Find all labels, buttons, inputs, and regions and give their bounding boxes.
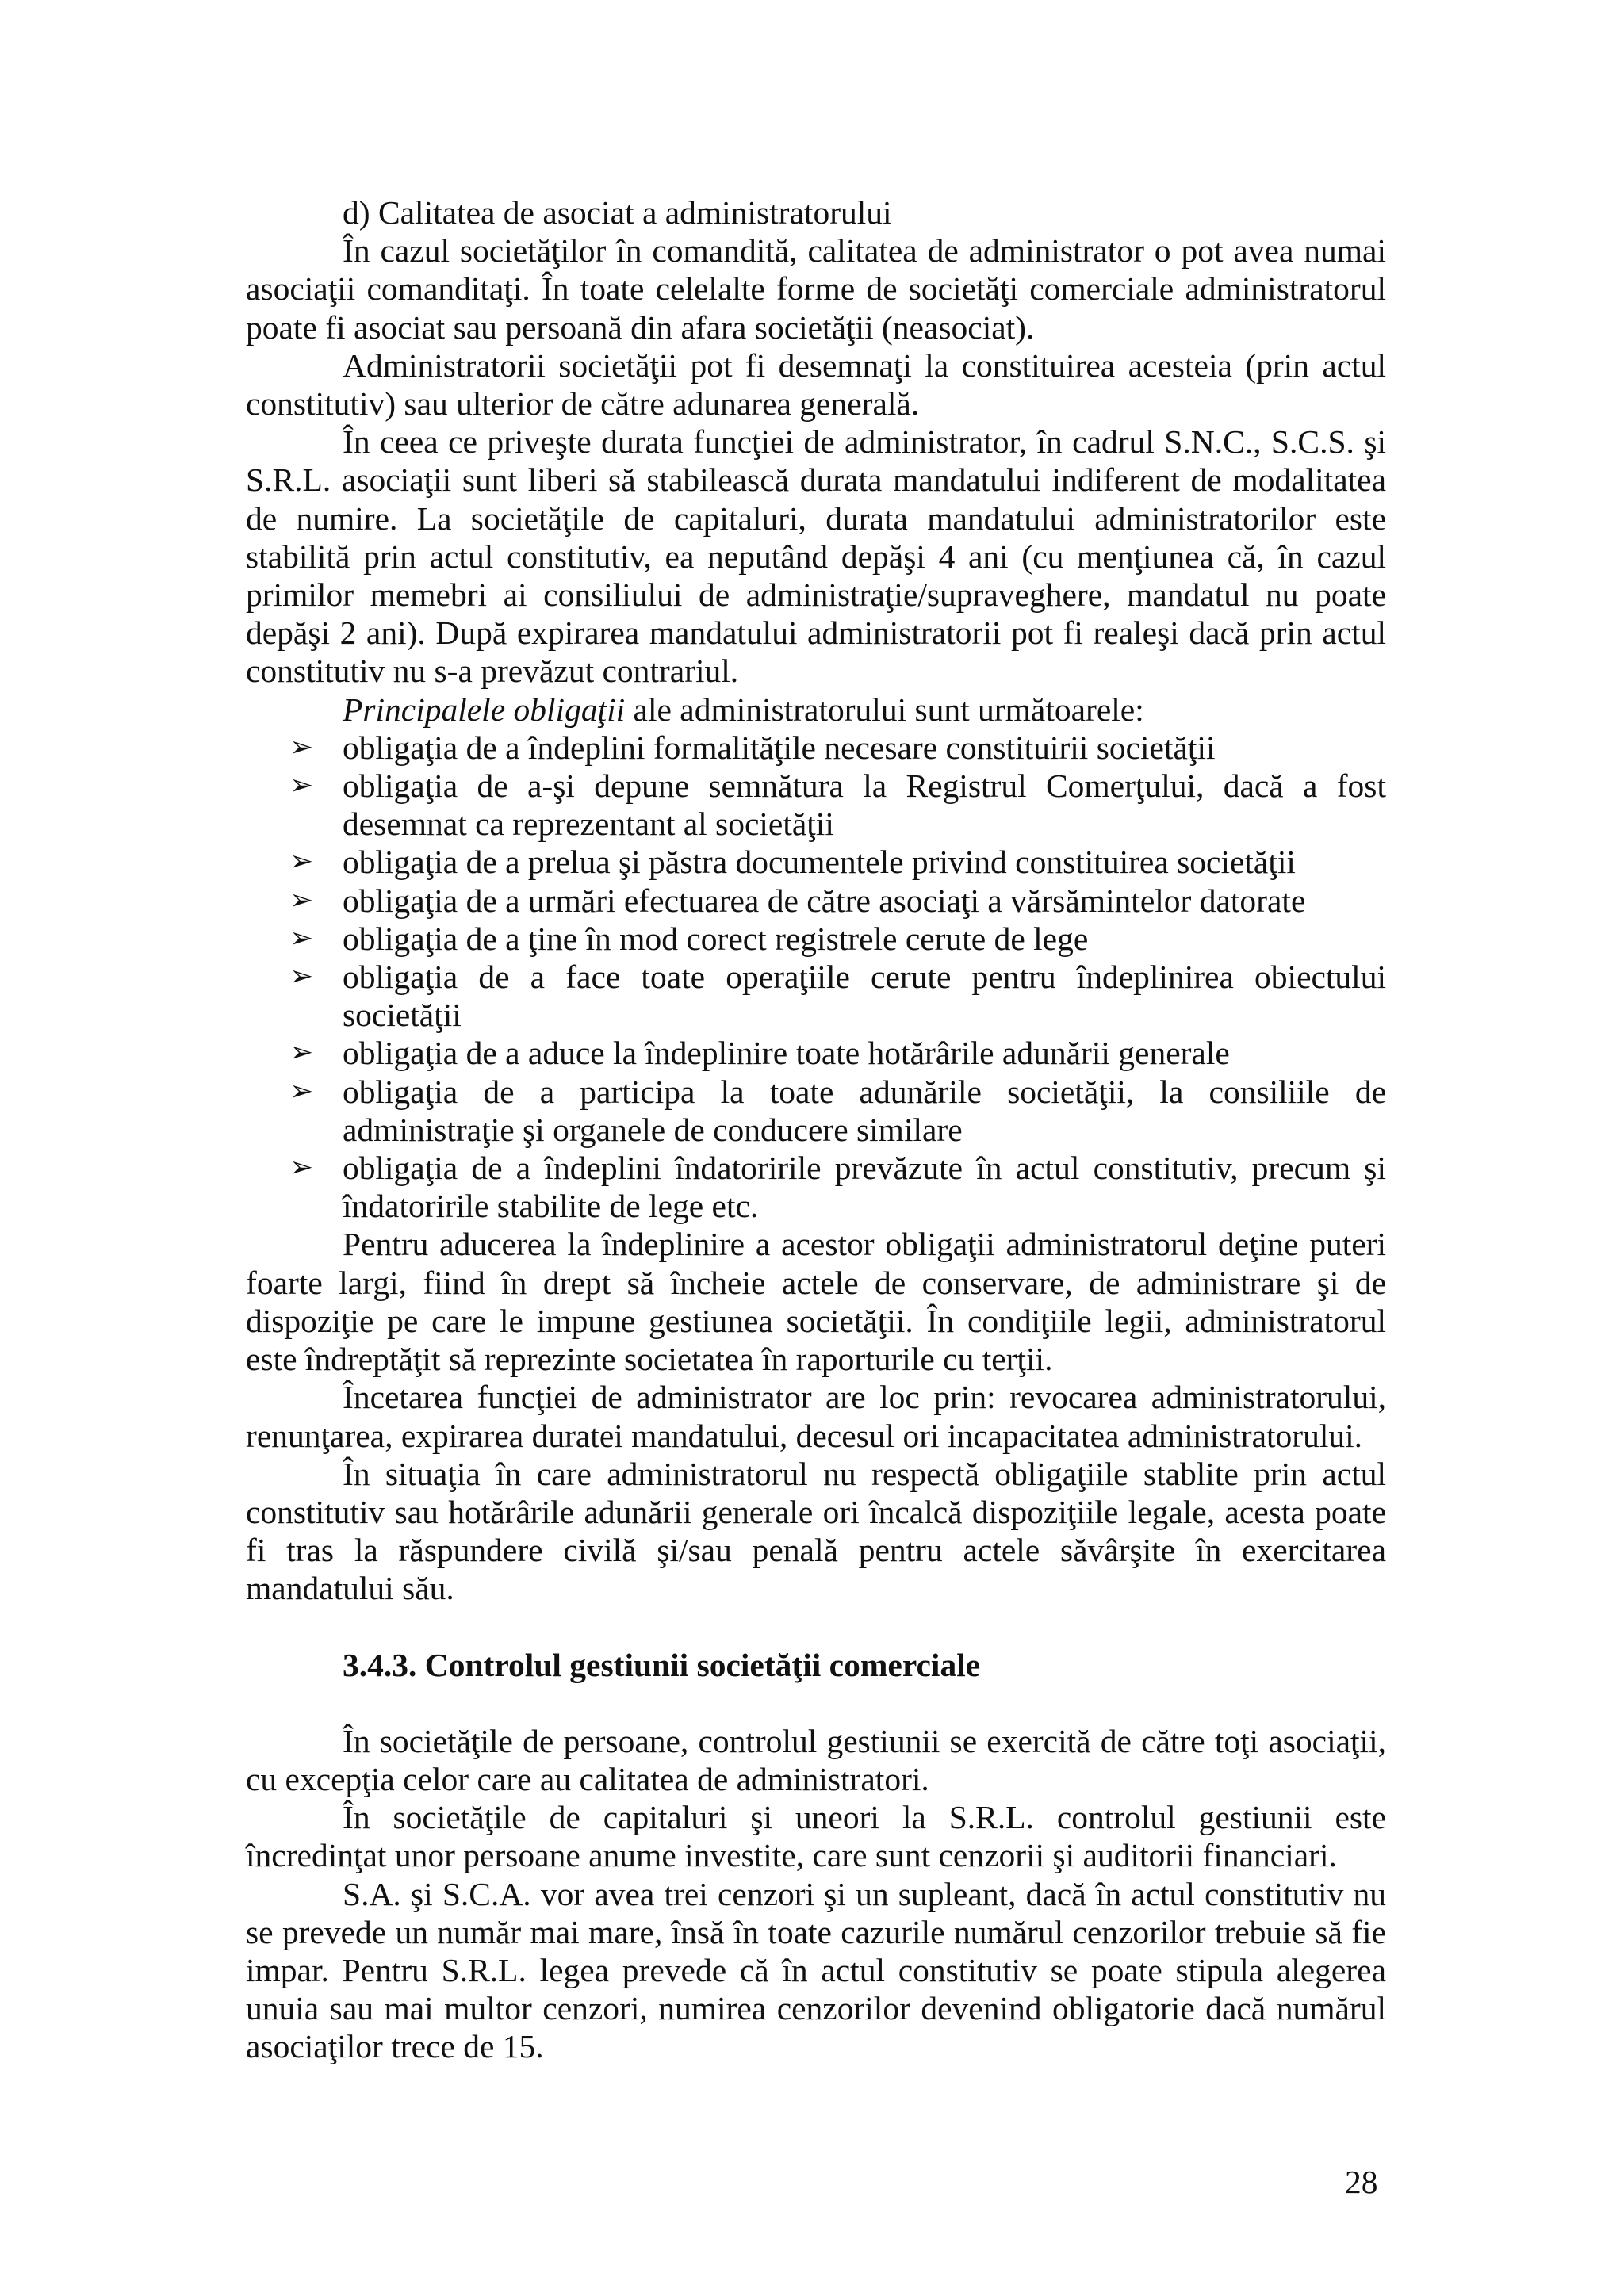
obligations-paragraph: În situaţia în care administratorul nu respectă obligaţiile stablite prin actul constitutiv sau hotărârile adunării generale ori încalcă dispoziţiile legale, acesta poate fi tras la răspundere civilă şi/sau penală pentru actele săvârşite în exercitarea mandatului său.: [246, 1455, 1386, 1607]
section-heading: 3.4.3. Controlul gestiunii societăţii comerciale: [343, 1646, 981, 1683]
list-item-text: obligaţia de a prelua şi păstra documentele privind constituirea societăţii: [343, 844, 1296, 881]
section-343-paragraph: În societăţile de capitaluri şi uneori la S.R.L. controlul gestiunii este încredinţat unor persoane anume investite, care sunt cenzorii şi auditorii financiari.: [246, 1799, 1386, 1874]
list-item-text: obligaţia de a urmări efectuarea de către asociaţi a vărsămintelor datorate: [343, 882, 1306, 919]
list-item: [246, 843, 1386, 881]
arrow-bullet-icon: ➢: [289, 1151, 314, 1184]
list-item: [246, 1073, 1386, 1149]
arrow-bullet-icon: ➢: [289, 730, 314, 763]
section-343-paragraph: În societăţile de persoane, controlul gestiunii se exercită de către toţi asociaţii, cu excepţia celor care au calitatea de administratori.: [246, 1722, 1386, 1797]
obligations-paragraph: Pentru aducerea la îndeplinire a acestor obligaţii administratorul deţine puteri foarte largi, fiind în drept să încheie actele de conservare, de administrare şi de dispoziţie pe care le impune gestiunea societăţii. În condiţiile legii, administratorul este îndreptăţit să reprezinte societatea în raporturile cu terţii.: [246, 1226, 1386, 1378]
list-item: [246, 1149, 1386, 1225]
list-item: [246, 729, 1386, 767]
obligations-intro: [246, 691, 1386, 729]
list-item-text: obligaţia de a îndeplini îndatoririle prevăzute în actul constitutiv, precum şi îndatoririle stabilite de lege etc.: [343, 1150, 1386, 1225]
list-item: [246, 767, 1386, 843]
list-item-text: obligaţia de a ţine în mod corect registrele cerute de lege: [343, 920, 1089, 957]
section-d-title: d) Calitatea de asociat a administratorului: [343, 194, 892, 231]
arrow-bullet-icon: ➢: [289, 960, 314, 993]
obligations-list: [246, 729, 1386, 1226]
obligations-intro-rest: ale administratorului sunt următoarele:: [625, 691, 1144, 728]
list-item: [246, 882, 1386, 920]
section-d-paragraph: În cazul societăţilor în comandită, calitatea de administrator o pot avea numai asociaţii comanditaţi. În toate celelalte forme de societăţi comerciale administratorul poate fi asociat sau persoană din afara societăţii (neasociat).: [246, 232, 1386, 346]
list-item-text: obligaţia de a participa la toate adunările societăţii, la consiliile de administraţie şi organele de conducere similare: [343, 1073, 1386, 1148]
list-item-text: obligaţia de a aduce la îndeplinire toate hotărârile adunării generale: [343, 1035, 1230, 1072]
page-number: 28: [1345, 2164, 1378, 2200]
list-item-text: obligaţia de a îndeplini formalităţile necesare constituirii societăţii: [343, 729, 1216, 766]
list-item: [246, 1034, 1386, 1072]
list-item-text: obligaţia de a-şi depune semnătura la Registrul Comerţului, dacă a fost desemnat ca reprezentant al societăţii: [343, 767, 1386, 843]
section-343-paragraph: S.A. şi S.C.A. vor avea trei cenzori şi un supleant, dacă în actul constitutiv nu se prevede un număr mai mare, însă în toate cazurile numărul cenzorilor trebuie să fie impar. Pentru S.R.L. legea prevede că în actul constitutiv se poate stipula alegerea unuia sau mai multor cenzori, numirea cenzorilor devenind obligatorie dacă numărul asociaţilor trece de 15.: [246, 1875, 1386, 2065]
arrow-bullet-icon: ➢: [289, 1036, 314, 1070]
arrow-bullet-icon: ➢: [289, 1074, 314, 1108]
list-item: [246, 958, 1386, 1034]
arrow-bullet-icon: ➢: [289, 921, 314, 955]
arrow-bullet-icon: ➢: [289, 845, 314, 878]
obligations-intro-italic: Principalele obligaţii: [343, 691, 626, 728]
document-page: [246, 193, 1386, 2066]
arrow-bullet-icon: ➢: [289, 883, 314, 916]
section-d-paragraph: Administratorii societăţii pot fi desemnaţi la constituirea acesteia (prin actul constitutiv) sau ulterior de către adunarea generală.: [246, 346, 1386, 423]
obligations-paragraph: Încetarea funcţiei de administrator are loc prin: revocarea administratorului, renunţarea, expirarea duratei mandatului, decesul ori incapacitatea administratorului.: [246, 1379, 1386, 1454]
section-d-paragraph: În ceea ce priveşte durata funcţiei de administrator, în cadrul S.N.C., S.C.S. şi S.R.L. asociaţii sunt liberi să stabilească durata mandatului indiferent de modalitatea de numire. La societăţile de capitaluri, durata mandatului administratorilor este stabilită prin actul constitutiv, ea neputând depăşi 4 ani (cu menţiunea că, în cazul primilor memebri ai consiliului de administraţie/supraveghere, mandatul nu poate depăşi 2 ani). După expirarea mandatului administratorii pot fi realeşi dacă prin actul constitutiv nu s-a prevăzut contrariul.: [246, 423, 1386, 690]
arrow-bullet-icon: ➢: [289, 769, 314, 802]
list-item: [246, 920, 1386, 958]
list-item-text: obligaţia de a face toate operaţiile cerute pentru îndeplinirea obiectului societăţii: [343, 959, 1386, 1034]
